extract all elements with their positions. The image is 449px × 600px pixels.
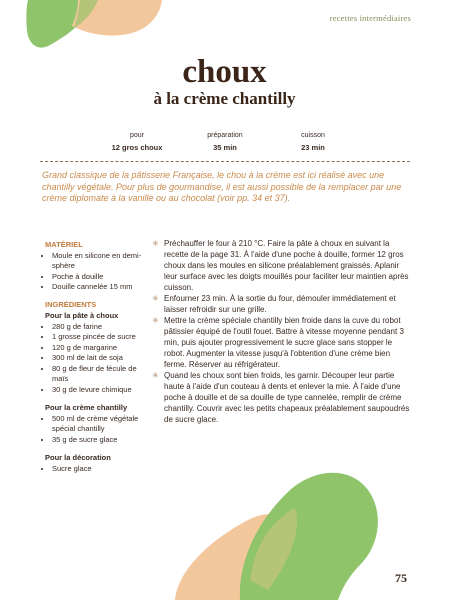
asterisk-icon: ✳ <box>152 294 159 303</box>
list-item: • Sucre glace <box>52 464 145 475</box>
meta-label: pour <box>129 132 144 139</box>
list-item: • 280 g de farine <box>52 322 145 333</box>
intro-paragraph: Grand classique de la pâtisserie Française, le chou à la crème est ici réalisé avec une chantilly végétale. Pour plus de gourmandise, il est aussi possible de la remplacer par une crème diplomate à la vanille ou au chocolat (voir pp. 34 et 37). <box>42 170 402 203</box>
page-number: 75 <box>395 571 407 585</box>
sidebar-column <box>45 240 145 474</box>
meta-value: 23 min <box>301 143 325 152</box>
step-text: Enfourner 23 min. À la sortie du four, démouler immédiatement et laisser refroidir sur une grille. <box>164 294 396 314</box>
materiel-title: MATÉRIEL <box>45 240 83 249</box>
step-2 <box>152 293 414 315</box>
section-header: recettes intermédiaires <box>329 13 411 23</box>
asterisk-icon: ✳ <box>152 316 159 325</box>
step-text: Quand les choux sont bien froids, les garnir. Découper leur partie haute à l'aide d'un couteau à dents et enlever la mie. À l'aide d'une poche à douille et de sa douille de type cannelée, remplir de crème chantilly. Couvrir avec les petits chapeaux préalablement saupoudrés de sucre glace. <box>164 371 410 424</box>
dashed-divider <box>40 161 410 162</box>
list-item: • Moule en silicone en demi-sphère <box>52 251 145 272</box>
meta-servings <box>87 132 187 152</box>
list-item: • Douille cannelée 15 mm <box>52 282 145 293</box>
asterisk-icon: ✳ <box>152 371 159 380</box>
list-item: • 30 g de levure chimique <box>52 385 145 396</box>
list-item: • Poche à douille <box>52 272 145 283</box>
list-item: • 120 g de margarine <box>52 343 145 354</box>
list-item: • 500 ml de crème végétale spécial chantilly <box>52 414 145 435</box>
meta-value: 35 min <box>213 143 237 152</box>
ingredient-group-title: Pour la crème chantilly <box>45 403 128 412</box>
list-item: • 35 g de sucre glace <box>52 435 145 446</box>
meta-label: cuisson <box>301 132 325 139</box>
recipe-title: choux <box>182 54 267 90</box>
ingredients-title: INGRÉDIENTS <box>45 299 97 309</box>
asterisk-icon: ✳ <box>152 239 159 248</box>
list-item: • 300 ml de lait de soja <box>52 353 145 364</box>
step-text: Préchauffer le four à 210 °C. Faire la pâte à choux en suivant la recette de la page 31. À l'aide d'une poche à douille, former 12 gros choux dans les moules en silicone préalablement graissés. Aplanir leur surface avec les doigts mouillés pour faciliter leur maintien après cuisson. <box>164 239 409 292</box>
steps-column <box>152 238 414 425</box>
step-3 <box>152 315 414 370</box>
step-4 <box>152 370 414 425</box>
step-1 <box>152 238 414 293</box>
meta-cooking <box>263 132 363 152</box>
meta-preparation <box>175 132 275 152</box>
materiel-list <box>45 251 145 293</box>
ingredient-group-title: Pour la pâte à choux <box>45 311 119 320</box>
ingredient-group-title: Pour la décoration <box>45 453 111 462</box>
recipe-subtitle: à la crème chantilly <box>153 89 296 108</box>
list-item: • 80 g de fleur de fécule de maïs <box>52 364 145 385</box>
list-item: • 1 grosse pincée de sucre <box>52 332 145 343</box>
ingredient-list <box>45 414 145 446</box>
step-text: Mettre la crème spéciale chantilly bien froide dans la cuve du robot pâtissier équipé de l'outil fouet. Battre à vitesse moyenne pendant 3 min, puis ajouter progressivement le sucre glace sans stopper le robot. Augmenter la vitesse jusqu'à l'obtention d'une crème bien ferme. Réserver au réfrigérateur. <box>164 316 404 369</box>
meta-label: préparation <box>207 132 243 139</box>
ingredient-list <box>45 464 145 475</box>
meta-value: 12 gros choux <box>111 143 163 152</box>
ingredient-list <box>45 322 145 396</box>
